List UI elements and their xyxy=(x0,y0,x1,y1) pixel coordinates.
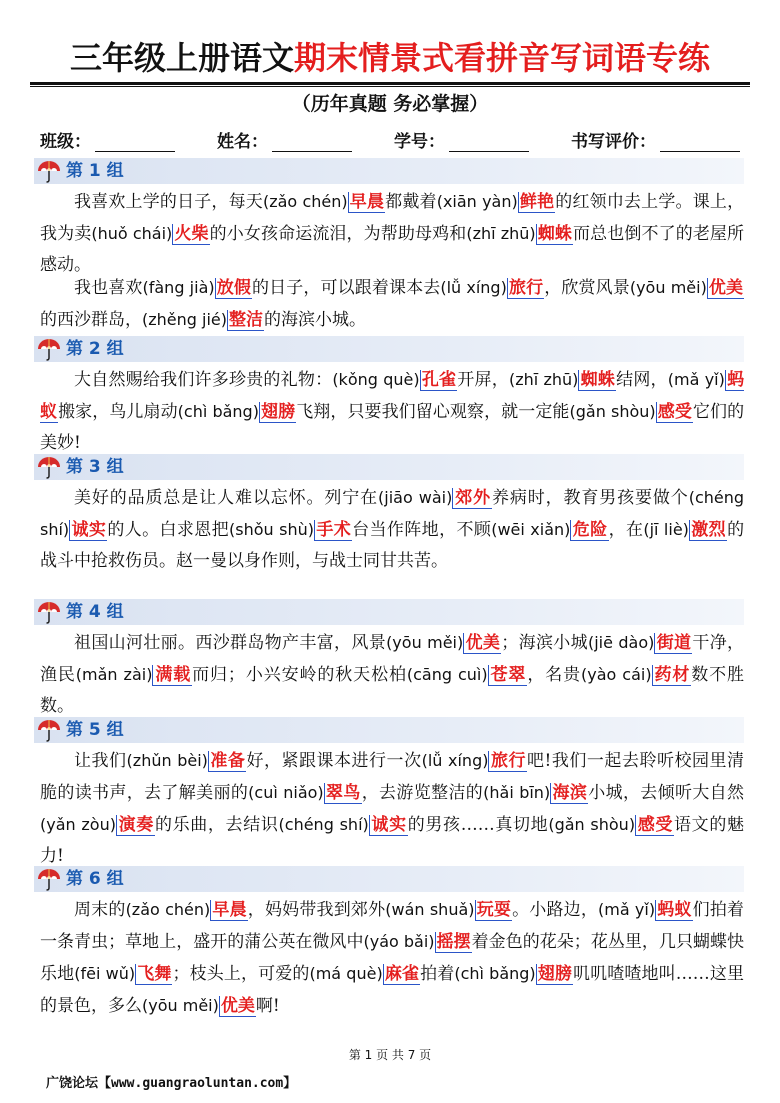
page-title xyxy=(0,38,780,78)
answer-word[interactable]: 优美 xyxy=(220,996,255,1016)
umbrella-icon xyxy=(36,867,62,891)
group-title: 第 4 组 xyxy=(66,602,124,622)
student-id-label: 学号： xyxy=(394,132,445,152)
exercise-paragraph xyxy=(40,627,744,722)
answer-word[interactable]: 翅膀 xyxy=(260,402,296,422)
title-rule-bottom xyxy=(30,86,750,87)
evaluation-blank[interactable] xyxy=(660,131,740,152)
text-segment: 祖国山河壮丽。西沙群岛物产丰富，风景 xyxy=(74,633,387,653)
group-title: 第 6 组 xyxy=(66,869,124,889)
pinyin-hint: (yōu měi) xyxy=(629,278,707,297)
title-grade: 三年级上册语文 xyxy=(69,39,294,77)
text-segment: 的西沙群岛， xyxy=(40,310,142,330)
text-segment: 让我们 xyxy=(74,751,127,771)
name-blank[interactable] xyxy=(272,131,352,152)
answer-word[interactable]: 蜘蛛 xyxy=(580,370,616,390)
text-segment: 的红领巾去上学。课上，我为卖 xyxy=(40,192,745,244)
student-id-field xyxy=(394,127,529,152)
text-segment: ，妈妈带我到郊外 xyxy=(247,900,386,920)
class-blank[interactable] xyxy=(95,131,175,152)
answer-word[interactable]: 旅行 xyxy=(508,278,544,298)
pinyin-hint: (má què) xyxy=(309,964,383,983)
pinyin-hint: (zǎo chén) xyxy=(125,900,211,919)
pinyin-hint: (yōu měi) xyxy=(142,996,219,1015)
text-segment: ，欣赏风景 xyxy=(544,278,630,298)
page-number: 第 1 页 共 7 页 xyxy=(348,1048,432,1062)
text-segment: 的小女孩命运流泪，为帮助母鸡和 xyxy=(209,224,467,244)
pinyin-hint: (jiē dào) xyxy=(587,633,655,652)
answer-word[interactable]: 演奏 xyxy=(117,815,154,835)
text-segment: 开屏， xyxy=(457,370,509,390)
pinyin-hint: (zǎo chén) xyxy=(262,192,348,211)
pinyin-hint: (lǚ xíng) xyxy=(440,278,507,297)
text-segment: 小城，去倾听大自然 xyxy=(588,783,745,803)
text-segment: 台当作阵地，不顾 xyxy=(352,520,492,540)
pinyin-hint: (hǎi bīn) xyxy=(483,783,551,802)
title-rule-top xyxy=(30,82,750,85)
answer-word[interactable]: 麻雀 xyxy=(384,964,420,984)
answer-word[interactable]: 激烈 xyxy=(690,520,727,540)
answer-word[interactable]: 孔雀 xyxy=(421,370,457,390)
text-segment: 它们的美妙! xyxy=(40,402,745,453)
answer-word[interactable]: 飞舞 xyxy=(137,964,172,984)
pinyin-hint: (wēi xiǎn) xyxy=(491,520,571,539)
group-header xyxy=(34,454,744,480)
answer-word[interactable]: 早晨 xyxy=(212,900,247,920)
pinyin-hint: (mǎn zài) xyxy=(75,665,153,684)
answer-word[interactable]: 准备 xyxy=(209,751,246,771)
text-segment: 拍着 xyxy=(420,964,455,984)
student-info-row xyxy=(40,126,740,152)
answer-word[interactable]: 鲜艳 xyxy=(519,192,555,212)
pinyin-hint: (mǎ yǐ) xyxy=(598,900,656,919)
answer-word[interactable]: 感受 xyxy=(637,815,674,835)
answer-word[interactable]: 早晨 xyxy=(349,192,385,212)
text-segment: 而总也倒不了的老屋所感动。 xyxy=(40,224,745,275)
pinyin-hint: (fēi wǔ) xyxy=(74,964,136,983)
answer-word[interactable]: 优美 xyxy=(708,278,744,298)
text-segment: 们拍着一条青虫；草地上，盛开的蒲公英在微风中 xyxy=(40,900,745,952)
answer-word[interactable]: 郊外 xyxy=(454,488,491,508)
text-segment: 的人。白求恩把 xyxy=(107,520,230,540)
text-segment: 的海滨小城。 xyxy=(263,310,366,330)
answer-word[interactable]: 放假 xyxy=(216,278,251,298)
answer-word[interactable]: 药材 xyxy=(653,665,691,685)
text-segment: ；枝头上，可爱的 xyxy=(172,964,310,984)
group-header xyxy=(34,717,744,743)
text-segment: 飞翔，只要我们留心观察，就一定能 xyxy=(296,402,570,422)
evaluation-label: 书写评价： xyxy=(571,132,656,152)
text-segment: 干净，渔民 xyxy=(40,633,745,685)
pinyin-hint: (kǒng què) xyxy=(332,370,420,389)
group-header xyxy=(34,158,744,184)
title-topic: 期末情景式看拼音写词语专练 xyxy=(294,39,711,77)
exercise-paragraph xyxy=(40,364,744,459)
text-segment: 大自然赐给我们许多珍贵的礼物： xyxy=(74,370,333,390)
answer-word[interactable]: 蚂蚁 xyxy=(40,370,745,422)
text-segment: ，去游览整洁的 xyxy=(361,783,484,803)
answer-word[interactable]: 整洁 xyxy=(228,310,263,330)
pinyin-hint: (gǎn shòu) xyxy=(548,815,636,834)
answer-word[interactable]: 满载 xyxy=(154,665,192,685)
answer-word[interactable]: 苍翠 xyxy=(489,665,527,685)
answer-word[interactable]: 街道 xyxy=(656,633,692,653)
pinyin-hint: (chì bǎng) xyxy=(177,402,259,421)
answer-word[interactable]: 摇摆 xyxy=(436,932,471,952)
exercise-paragraph xyxy=(40,894,744,1022)
name-label: 姓名： xyxy=(217,132,268,152)
text-segment: 语文的魅力! xyxy=(40,815,744,866)
pinyin-hint: (yào cái) xyxy=(581,665,652,684)
umbrella-icon xyxy=(36,718,62,742)
class-field xyxy=(40,127,175,152)
umbrella-icon xyxy=(36,337,62,361)
umbrella-icon xyxy=(36,600,62,624)
pinyin-hint: (yōu měi) xyxy=(386,633,464,652)
text-segment: 我也喜欢 xyxy=(74,278,143,298)
group-title: 第 1 组 xyxy=(66,161,124,181)
text-segment: 养病时，教育男孩要做个 xyxy=(491,488,689,508)
pinyin-hint: (yǎn zòu) xyxy=(40,815,116,834)
pinyin-hint: (zhǔn bèi) xyxy=(126,751,208,770)
answer-word[interactable]: 玩耍 xyxy=(476,900,512,920)
pinyin-hint: (shǒu shù) xyxy=(229,520,314,539)
pinyin-hint: (zhěng jié) xyxy=(142,310,227,329)
answer-word[interactable]: 诚实 xyxy=(370,815,407,835)
pinyin-hint: (gǎn shòu) xyxy=(569,402,656,421)
text-segment: 的男孩……真切地 xyxy=(407,815,549,835)
text-segment: 美好的品质总是让人难以忘怀。列宁在 xyxy=(74,488,379,508)
text-segment: ，在 xyxy=(608,520,644,540)
text-segment: ，名贵 xyxy=(527,665,581,685)
site-footer xyxy=(46,1072,296,1091)
exercise-paragraph xyxy=(40,272,744,336)
text-segment: 叽叽喳喳地叫……这里的景色，多么 xyxy=(40,964,745,1016)
text-segment: 好，紧跟课本进行一次 xyxy=(246,751,422,771)
pinyin-hint: (yáo bǎi) xyxy=(363,932,435,951)
text-segment: 而归；小兴安岭的秋天松柏 xyxy=(192,665,407,685)
student-id-blank[interactable] xyxy=(449,131,529,152)
pinyin-hint: (jī liè) xyxy=(643,520,689,539)
text-segment: 都戴着 xyxy=(385,192,437,212)
evaluation-field xyxy=(571,127,740,152)
answer-word[interactable]: 诚实 xyxy=(71,520,107,540)
text-segment: 数不胜数。 xyxy=(40,665,745,716)
text-segment: 我喜欢上学的日子，每天 xyxy=(74,192,263,212)
answer-word[interactable]: 翅膀 xyxy=(537,964,573,984)
site-name: 广饶论坛 xyxy=(46,1076,99,1091)
exercise-paragraph xyxy=(40,186,744,281)
group-title: 第 5 组 xyxy=(66,720,124,740)
text-segment: 结网， xyxy=(616,370,668,390)
pinyin-hint: (xiān yàn) xyxy=(436,192,518,211)
pinyin-hint: (jiāo wài) xyxy=(378,488,453,507)
answer-word[interactable]: 火柴 xyxy=(174,224,209,244)
answer-word[interactable]: 蜘蛛 xyxy=(537,224,573,244)
exercise-paragraph xyxy=(40,482,744,577)
group-header xyxy=(34,866,744,892)
pinyin-hint: (huǒ chái) xyxy=(91,224,173,243)
pinyin-hint: (fàng jià) xyxy=(142,278,215,297)
answer-word[interactable]: 旅行 xyxy=(490,751,527,771)
text-segment: 的日子，可以跟着课本去 xyxy=(252,278,441,298)
pinyin-hint: (chéng shí) xyxy=(278,815,369,834)
group-title: 第 3 组 xyxy=(66,457,124,477)
group-header xyxy=(34,599,744,625)
text-segment: 。小路边， xyxy=(512,900,599,920)
pinyin-hint: (cāng cuì) xyxy=(406,665,488,684)
pinyin-hint: (lǚ xíng) xyxy=(421,751,489,770)
answer-word[interactable]: 翠鸟 xyxy=(325,783,361,803)
name-field xyxy=(217,127,352,152)
site-url: 【www.guangraoluntan.com】 xyxy=(98,1076,297,1091)
umbrella-icon xyxy=(36,159,62,183)
pinyin-hint: (zhī zhū) xyxy=(466,224,536,243)
text-segment: 周末的 xyxy=(74,900,126,920)
text-segment: 的战斗中抢救伤员。赵一曼以身作则，与战士同甘共苦。 xyxy=(40,520,745,571)
text-segment: 的乐曲，去结识 xyxy=(154,815,279,835)
text-segment: 搬家，鸟儿扇动 xyxy=(58,402,178,422)
pinyin-hint: (mǎ yǐ) xyxy=(667,370,725,389)
text-segment: 吧!我们一起去聆听校园里清脆的读书声，去了解美丽的 xyxy=(40,751,745,803)
pinyin-hint: (chéng shí) xyxy=(40,488,745,539)
text-segment: ；海滨小城 xyxy=(501,633,588,653)
answer-word[interactable]: 蚂蚁 xyxy=(657,900,692,920)
answer-word[interactable]: 海滨 xyxy=(552,783,588,803)
umbrella-icon xyxy=(36,455,62,479)
answer-word[interactable]: 危险 xyxy=(572,520,608,540)
text-segment: 啊! xyxy=(255,996,280,1016)
answer-word[interactable]: 手术 xyxy=(316,520,352,540)
pinyin-hint: (chì bǎng) xyxy=(454,964,536,983)
answer-word[interactable]: 感受 xyxy=(657,402,692,422)
pinyin-hint: (cuì niǎo) xyxy=(248,783,324,802)
answer-word[interactable]: 优美 xyxy=(465,633,501,653)
pinyin-hint: (zhī zhū) xyxy=(508,370,579,389)
page-subtitle: （历年真题 务必掌握） xyxy=(291,93,489,115)
group-header xyxy=(34,336,744,362)
pinyin-hint: (wán shuǎ) xyxy=(385,900,475,919)
exercise-paragraph xyxy=(40,745,744,872)
group-title: 第 2 组 xyxy=(66,339,124,359)
text-segment: 着金色的花朵；花丛里，几只蝴蝶快乐地 xyxy=(40,932,745,984)
class-label: 班级： xyxy=(40,132,91,152)
